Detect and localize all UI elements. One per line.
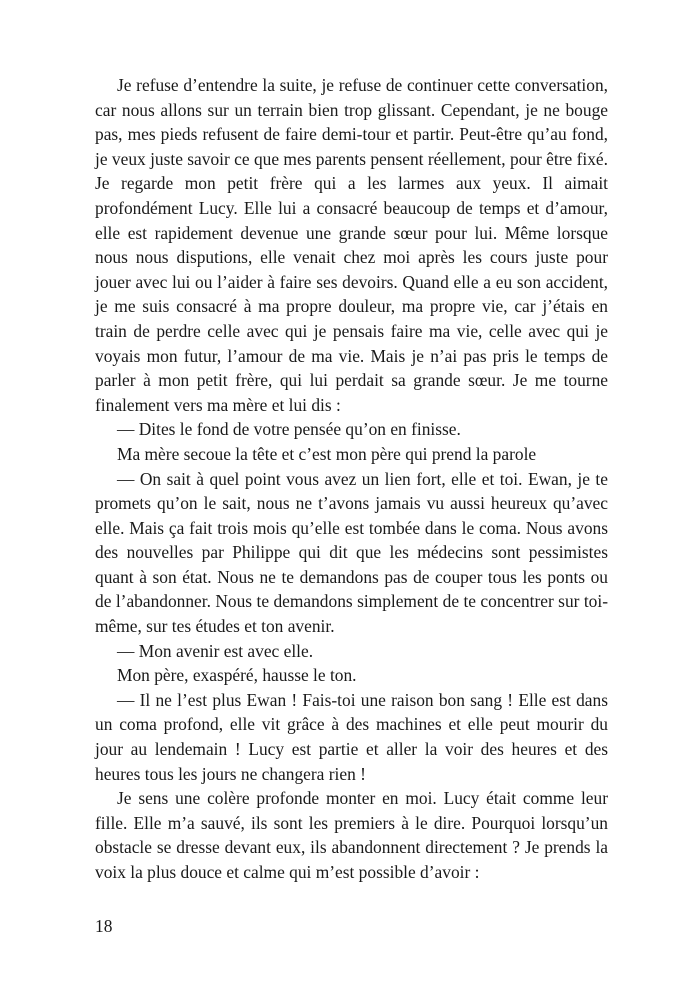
- paragraph-narration-1: Je refuse d’entendre la suite, je refuse de continuer cette conversation, car nous allons sur un terrain bien trop glissant. Cependant, je ne bouge pas, mes pieds refusent de faire demi-tour et partir. Peut-être qu’au fond, je veux juste savoir ce que mes parents pensent réellement, pour être fixé. Je regarde mon petit frère qui a les larmes aux yeux. Il aimait profondément Lucy. Elle lui a consacré beaucoup de temps et d’amour, elle est rapidement devenue une grande sœur pour lui. Même lorsque nous nous disputions, elle venait chez moi après les cours juste pour jouer avec lui ou l’aider à faire ses devoirs. Quand elle a eu son accident, je me suis consacré à ma propre douleur, ma propre vie, car j’étais en train de perdre celle avec qui je pensais faire ma vie, celle avec qui je voyais mon futur, l’amour de ma vie. Mais je n’ai pas pris le temps de parler à mon petit frère, qui lui perdait sa grande sœur. Je me tourne finalement vers ma mère et lui dis :: [95, 75, 608, 415]
- paragraph-dialogue-4: — Il ne l’est plus Ewan ! Fais-toi une raison bon sang ! Elle est dans un coma profond, elle vit grâce à des machines et elle peut mourir du jour au lendemain ! Lucy est partie et aller la voir des heures et des heures tous les jours ne changera rien !: [95, 689, 608, 784]
- paragraph-dialogue-3: — Mon avenir est avec elle.: [117, 640, 314, 661]
- paragraph-narration-4: Je sens une colère profonde monter en moi. Lucy était comme leur fille. Elle m’a sauvé, ils sont les premiers à le dire. Pourquoi lorsqu’un obstacle se dresse devant eux, ils abandonnent directement ? Je prends la voix la plus douce et calme qui m’est possible d’avoir :: [95, 788, 608, 882]
- paragraph-narration-3: Mon père, exaspéré, hausse le ton.: [117, 665, 357, 686]
- paragraph-dialogue-1: — Dites le fond de votre pensée qu’on en finisse.: [117, 419, 461, 440]
- paragraph-dialogue-2: — On sait à quel point vous avez un lien fort, elle et toi. Ewan, je te promets qu’on le sait, nous ne t’avons jamais vu aussi heureux qu’avec elle. Mais ça fait trois mois qu’elle est tombée dans le coma. Nous avons des nouvelles par Philippe qui dit que les médecins sont pessimistes quant à son état. Nous ne te demandons pas de couper tous les ponts ou de l’abandonner. Nous te demandons simplement de te concentrer sur toi-même, sur tes études et ton avenir.: [95, 468, 608, 637]
- page-body-text: [95, 73, 608, 885]
- paragraph-narration-2: Ma mère secoue la tête et c’est mon père qui prend la parole: [117, 443, 537, 464]
- page-number: 18: [95, 916, 113, 936]
